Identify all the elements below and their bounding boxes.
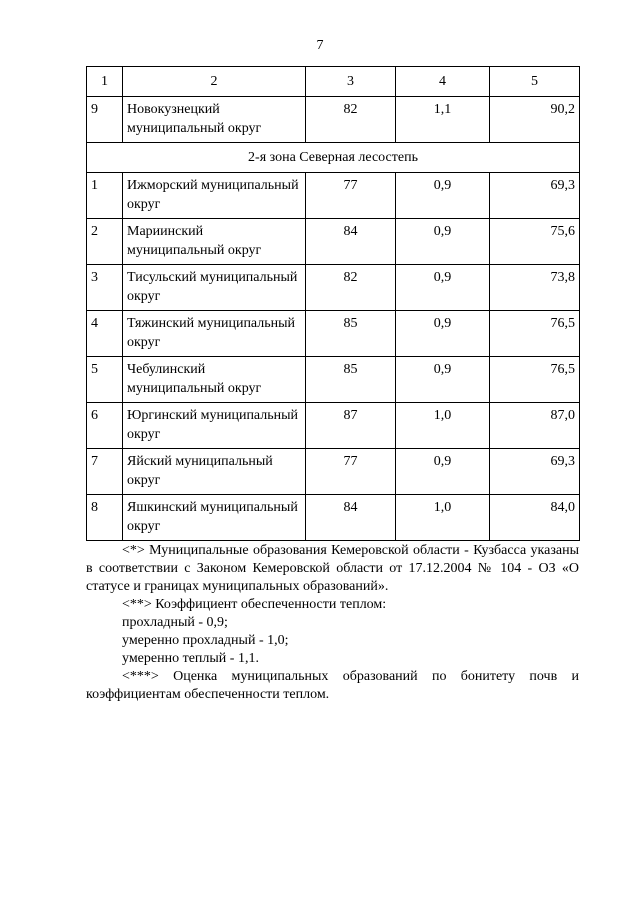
zone-title: 2-я зона Северная лесостепь xyxy=(87,143,580,173)
soil-bonitet: 87 xyxy=(306,403,396,449)
assessment-value: 90,2 xyxy=(490,97,580,143)
row-number: 3 xyxy=(87,265,123,311)
table-row xyxy=(87,449,580,495)
footnote-heat-item: умеренно теплый - 1,1. xyxy=(122,651,259,666)
district-name: Новокузнецкий муниципальный округ xyxy=(123,97,306,143)
soil-bonitet: 77 xyxy=(306,449,396,495)
assessment-value: 75,6 xyxy=(490,219,580,265)
soil-bonitet: 85 xyxy=(306,311,396,357)
heat-coefficient: 1,0 xyxy=(396,403,490,449)
district-name: Юргинский муниципальный округ xyxy=(123,403,306,449)
row-number: 2 xyxy=(87,219,123,265)
footnote-heat-item: умеренно прохладный - 1,0; xyxy=(122,633,289,648)
row-number: 5 xyxy=(87,357,123,403)
row-number: 7 xyxy=(87,449,123,495)
zone-row xyxy=(87,143,580,173)
heat-coefficient: 0,9 xyxy=(396,265,490,311)
row-number: 4 xyxy=(87,311,123,357)
assessment-value: 84,0 xyxy=(490,495,580,541)
district-name: Мариинский муниципальный округ xyxy=(123,219,306,265)
district-name: Тисульский муниципальный округ xyxy=(123,265,306,311)
row-number: 6 xyxy=(87,403,123,449)
table-row xyxy=(87,265,580,311)
table-row xyxy=(87,219,580,265)
table-row xyxy=(87,403,580,449)
bonitet-table xyxy=(86,66,580,541)
district-name: Яшкинский муниципальный округ xyxy=(123,495,306,541)
soil-bonitet: 85 xyxy=(306,357,396,403)
heat-coefficient: 0,9 xyxy=(396,173,490,219)
soil-bonitet: 82 xyxy=(306,97,396,143)
footnote-assessment: <***> Оценка муниципальных образований по бонитету почв и коэффициентам обеспеченности теплом. xyxy=(86,669,579,702)
table-header-row xyxy=(87,67,580,97)
assessment-value: 73,8 xyxy=(490,265,580,311)
footnote-heat-item: прохладный - 0,9; xyxy=(122,615,228,630)
row-number: 8 xyxy=(87,495,123,541)
soil-bonitet: 77 xyxy=(306,173,396,219)
heat-coefficient: 0,9 xyxy=(396,357,490,403)
district-name: Яйский муниципальный округ xyxy=(123,449,306,495)
assessment-value: 76,5 xyxy=(490,311,580,357)
header-cell-3: 3 xyxy=(306,67,396,97)
header-cell-2: 2 xyxy=(123,67,306,97)
row-number: 1 xyxy=(87,173,123,219)
row-number: 9 xyxy=(87,97,123,143)
heat-coefficient: 0,9 xyxy=(396,219,490,265)
assessment-value: 69,3 xyxy=(490,173,580,219)
assessment-value: 69,3 xyxy=(490,449,580,495)
page-number: 7 xyxy=(316,38,324,53)
assessment-value: 87,0 xyxy=(490,403,580,449)
district-name: Чебулинский муниципальный округ xyxy=(123,357,306,403)
heat-coefficient: 1,1 xyxy=(396,97,490,143)
soil-bonitet: 84 xyxy=(306,495,396,541)
table-row xyxy=(87,97,580,143)
footnote-heat-title: <**> Коэффициент обеспеченности теплом: xyxy=(122,597,387,612)
table-row xyxy=(87,357,580,403)
soil-bonitet: 84 xyxy=(306,219,396,265)
district-name: Тяжинский муниципальный округ xyxy=(123,311,306,357)
heat-coefficient: 0,9 xyxy=(396,311,490,357)
table-row xyxy=(87,173,580,219)
heat-coefficient: 0,9 xyxy=(396,449,490,495)
soil-bonitet: 82 xyxy=(306,265,396,311)
heat-coefficient: 1,0 xyxy=(396,495,490,541)
header-cell-1: 1 xyxy=(87,67,123,97)
header-cell-5: 5 xyxy=(490,67,580,97)
district-name: Ижморский муниципальный округ xyxy=(123,173,306,219)
table-row xyxy=(87,311,580,357)
table-row xyxy=(87,495,580,541)
footnotes xyxy=(86,542,579,704)
header-cell-4: 4 xyxy=(396,67,490,97)
footnote-municipalities: <*> Муниципальные образования Кемеровской области - Кузбасса указаны в соответствии с Законом Кемеровской области от 17.12.2004 № 104 - ОЗ «О статусе и границах муниципальных образований». xyxy=(86,543,579,594)
assessment-value: 76,5 xyxy=(490,357,580,403)
